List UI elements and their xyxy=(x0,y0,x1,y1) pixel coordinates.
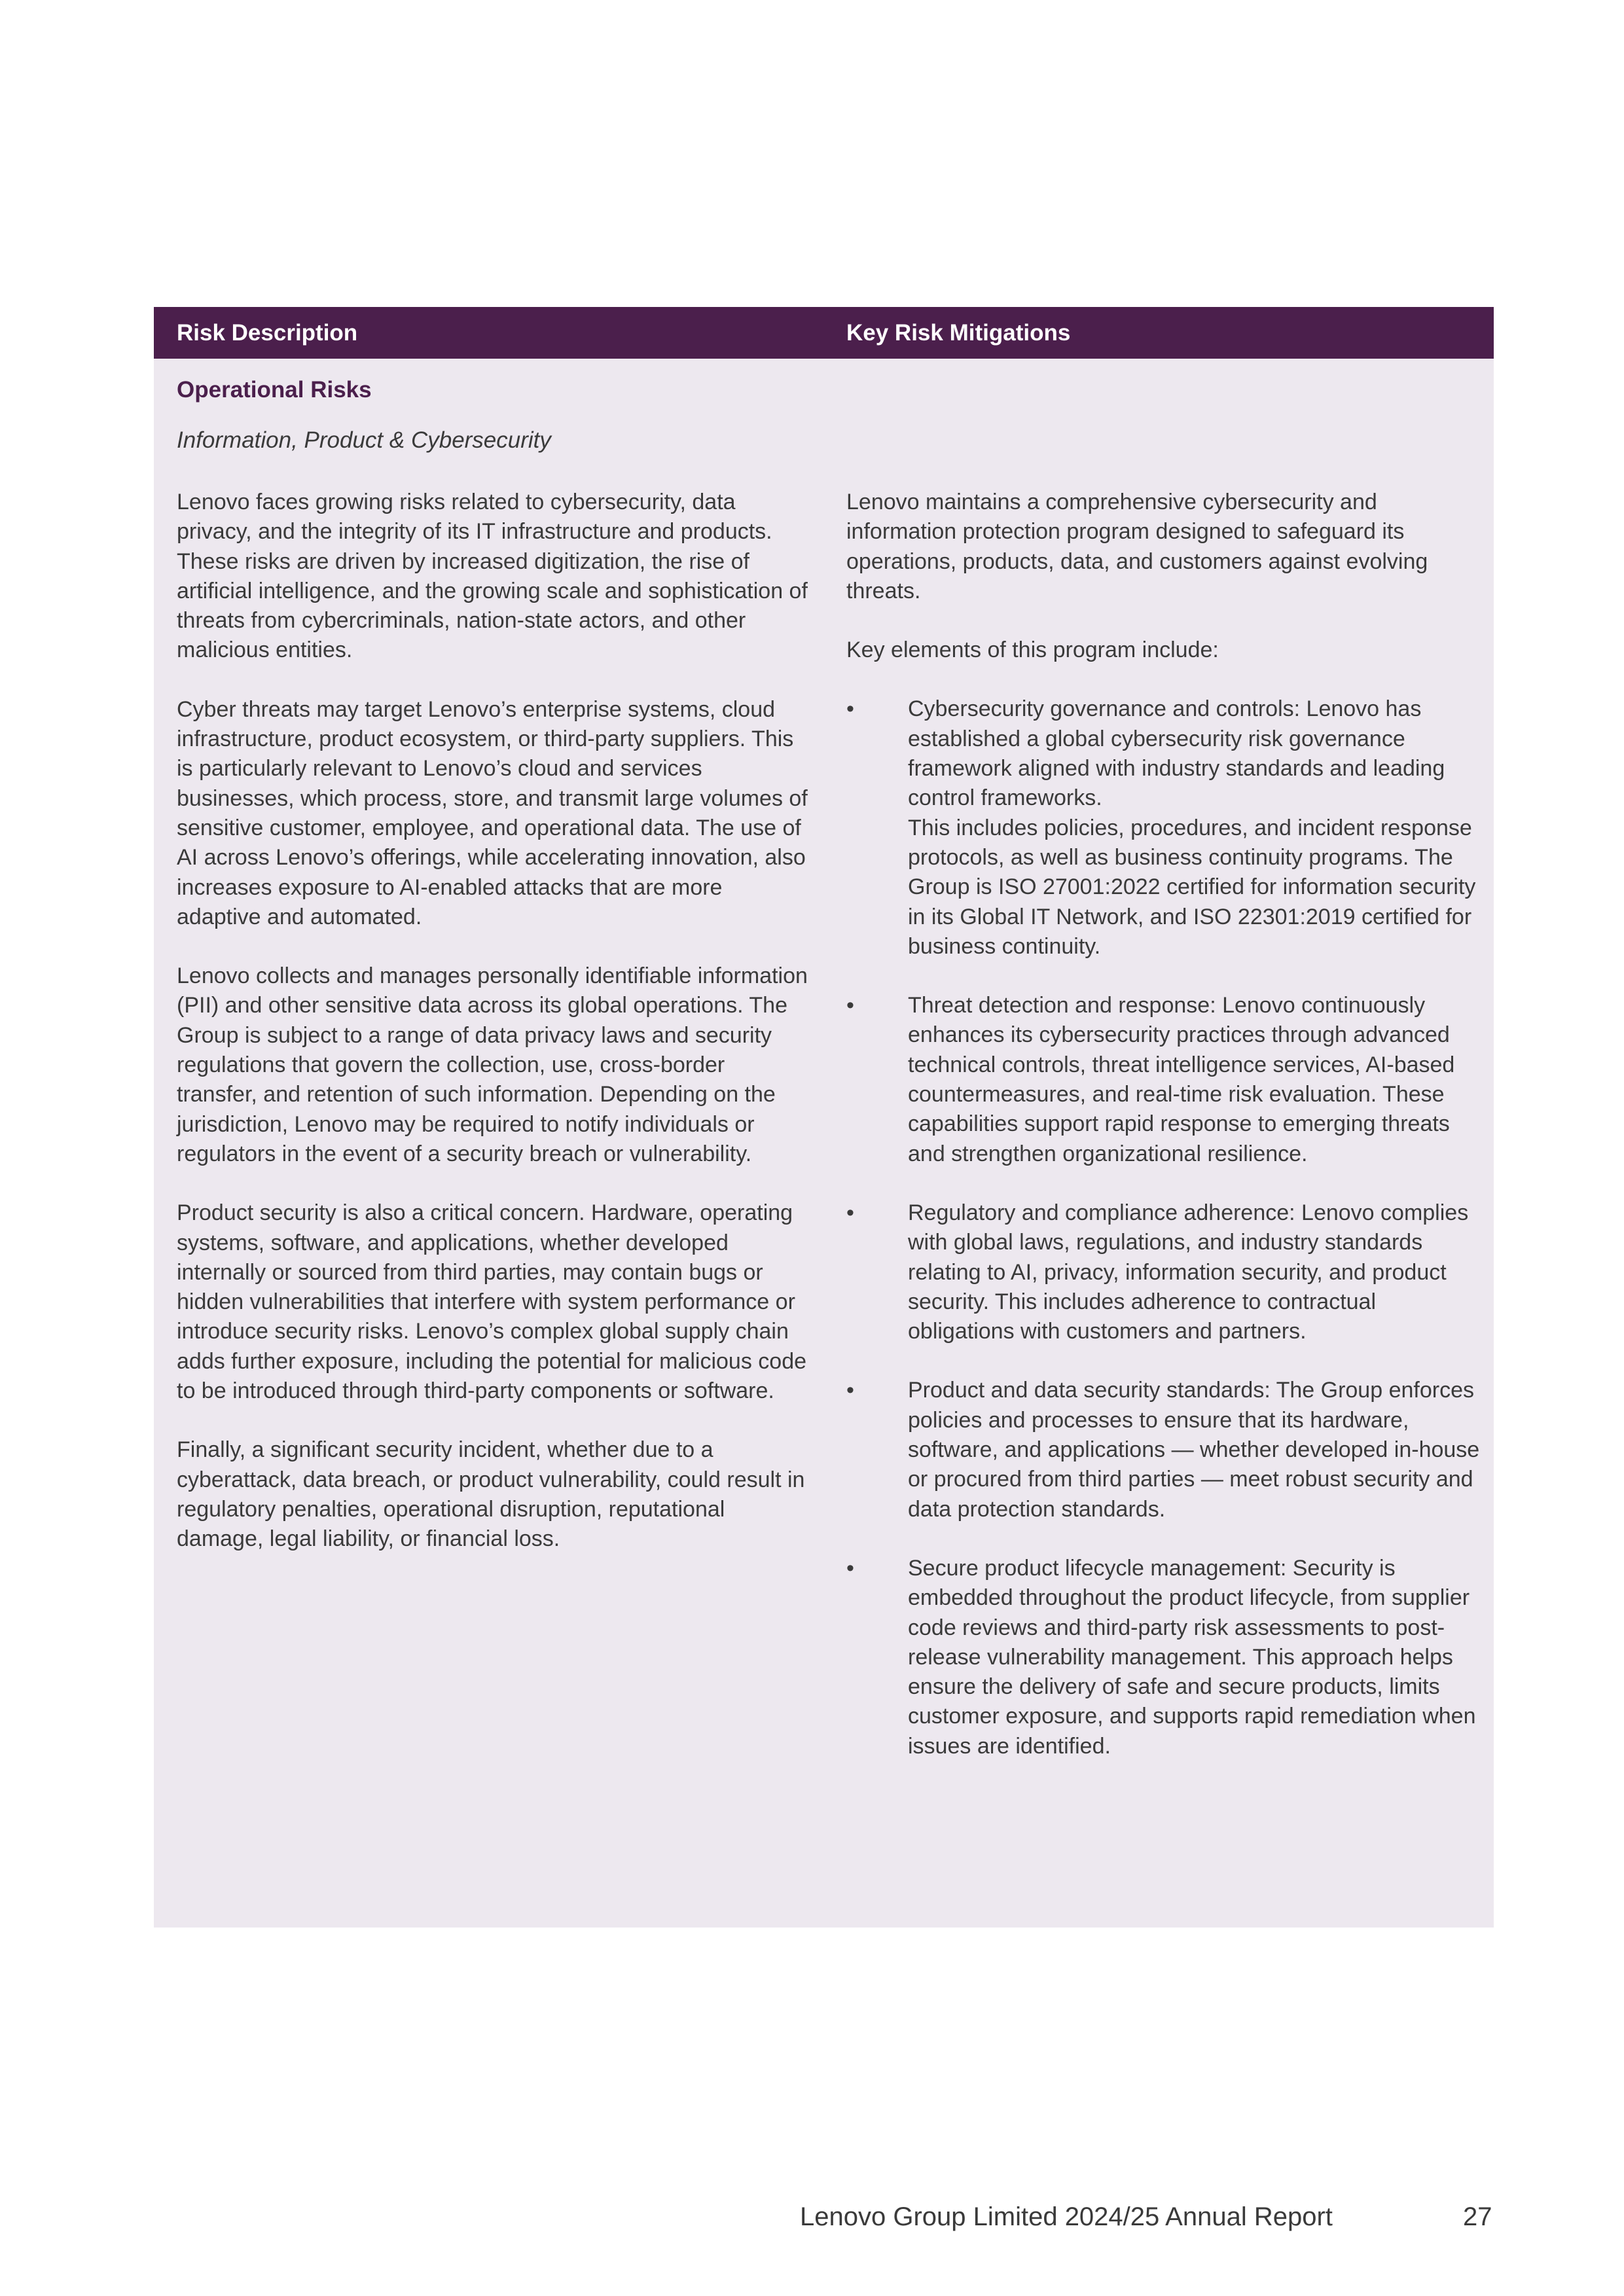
list-item xyxy=(846,991,1481,1169)
list-item xyxy=(846,1376,1481,1524)
mitigations-intro: Lenovo maintains a comprehensive cybersecurity and information protection program designed to safeguard its operations, products, data, and customers against evolving threats. xyxy=(846,490,1428,603)
mitigations-list xyxy=(846,694,1481,1761)
risk-table xyxy=(154,307,1494,1928)
mitigations-lead: Key elements of this program include: xyxy=(846,637,1219,663)
subsection-title: Information, Product & Cybersecurity xyxy=(177,427,551,453)
bullet-text: This includes policies, procedures, and incident response protocols, as well as business continuity programs. The Group is ISO 27001:2022 certified for information security in its Global IT Network, and ISO 22301:2019 certified for business continuity. xyxy=(908,815,1476,959)
list-item xyxy=(846,694,1481,961)
bullet-text: Cybersecurity governance and controls: Lenovo has established a global cybersecurity risk governance framework aligned with industry standards and leading control frameworks. xyxy=(908,696,1445,811)
section-title: Operational Risks xyxy=(177,377,372,403)
risk-paragraph: Product security is also a critical concern. Hardware, operating systems, software, and applications, whether developed internally or sourced from third parties, may contain bugs or hidden vulnerabilities that interfere with system performance or introduce security risks. Lenovo’s complex global supply chain adds further exposure, including the potential for malicious code to be introduced through third-party components or software. xyxy=(177,1200,807,1404)
bullet-text: Secure product lifecycle management: Security is embedded throughout the product lifecycle, from supplier code reviews and third-party risk assessments to post-release vulnerability management. This approach helps ensure the delivery of safe and secure products, limits customer exposure, and supports rapid remediation when issues are identified. xyxy=(908,1555,1476,1759)
page-number: 27 xyxy=(1463,2202,1492,2231)
mitigations-column xyxy=(846,488,1481,1791)
bullet-icon: • xyxy=(846,696,854,722)
bullet-icon: • xyxy=(846,1555,854,1581)
risk-paragraph: Lenovo faces growing risks related to cybersecurity, data privacy, and the integrity of its IT infrastructure and products. These risks are driven by increased digitization, the rise of artificial intelligence, and the growing scale and sophistication of threats from cybercriminals, nation-state actors, and other malicious entities. xyxy=(177,490,808,663)
bullet-icon: • xyxy=(846,1378,854,1403)
bullet-text: Regulatory and compliance adherence: Lenovo complies with global laws, regulations, and industry standards relating to AI, privacy, information security, and product security. This includes adherence to contractual obligations with customers and partners. xyxy=(908,1200,1469,1344)
list-item xyxy=(846,1554,1481,1761)
header-risk-description: Risk Description xyxy=(177,320,358,346)
bullet-icon: • xyxy=(846,993,854,1018)
bullet-text: Threat detection and response: Lenovo continuously enhances its cybersecurity practices through advanced technical controls, threat intelligence services, AI-based countermeasures, and real-time risk evaluation. These capabilities support rapid response to emerging threats and strengthen organizational resilience. xyxy=(908,993,1455,1166)
risk-paragraph: Finally, a significant security incident, whether due to a cyberattack, data breach, or product vulnerability, could result in regulatory penalties, operational disruption, reputational damage, legal liability, or financial loss. xyxy=(177,1437,805,1552)
table-header xyxy=(154,307,1494,359)
risk-description-column xyxy=(177,488,808,1584)
header-key-risk-mitigations: Key Risk Mitigations xyxy=(846,320,1071,346)
bullet-text: Product and data security standards: The Group enforces policies and processes to ensure that its hardware, software, and applications — whether developed in-house or procured from third parties — meet robust security and data protection standards. xyxy=(908,1378,1480,1522)
risk-paragraph: Lenovo collects and manages personally identifiable information (PII) and other sensitive data across its global operations. The Group is subject to a range of data privacy laws and security regulations that govern the collection, use, cross-border transfer, and retention of such information. Depending on the jurisdiction, Lenovo may be required to notify individuals or regulators in the event of a security breach or vulnerability. xyxy=(177,963,808,1166)
footer-report-title: Lenovo Group Limited 2024/25 Annual Report xyxy=(800,2202,1333,2231)
bullet-icon: • xyxy=(846,1200,854,1225)
risk-paragraph: Cyber threats may target Lenovo’s enterprise systems, cloud infrastructure, product ecosystem, or third-party suppliers. This is particularly relevant to Lenovo’s cloud and services businesses, which process, store, and transmit large volumes of sensitive customer, employee, and operational data. The use of AI across Lenovo’s offerings, while accelerating innovation, also increases exposure to AI-enabled attacks that are more adaptive and automated. xyxy=(177,696,808,929)
list-item xyxy=(846,1198,1481,1346)
